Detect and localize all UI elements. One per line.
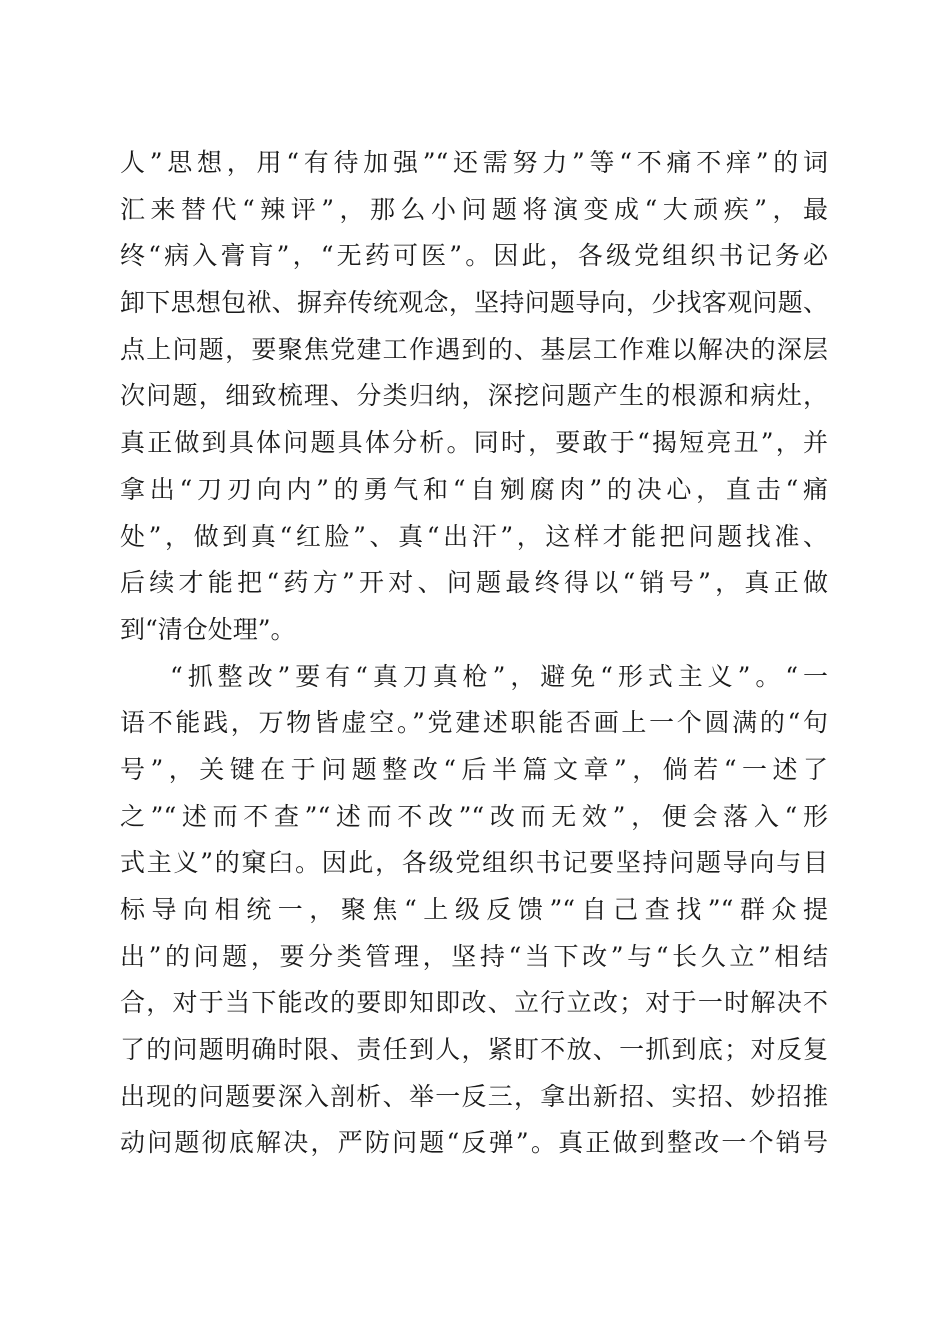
paragraph-line: 点上问题，要聚焦党建工作遇到的、基层工作难以解决的深层 [120, 334, 828, 364]
paragraph-line: 出”的问题，要分类管理，坚持“当下改”与“长久立”相结 [120, 941, 828, 971]
paragraph-line: 到“清仓处理”。 [120, 614, 296, 644]
paragraph-line: 出现的问题要深入剖析、举一反三，拿出新招、实招、妙招推 [120, 1081, 828, 1111]
paragraph-line: 合，对于当下能改的要即知即改、立行立改；对于一时解决不 [120, 988, 828, 1018]
paragraph-line: 式主义”的窠臼。因此，各级党组织书记要坚持问题导向与目 [120, 848, 828, 878]
paragraph-line: 语不能践，万物皆虚空。”党建述职能否画上一个圆满的“句 [120, 708, 828, 738]
paragraph-line: 真正做到具体问题具体分析。同时，要敢于“揭短亮丑”，并 [120, 428, 828, 458]
paragraph-line: 动问题彻底解决，严防问题“反弹”。真正做到整改一个销号 [120, 1128, 828, 1158]
paragraph-line: 次问题，细致梳理、分类归纳，深挖问题产生的根源和病灶， [120, 381, 828, 411]
paragraph-line: 拿出“刀刃向内”的勇气和“自剜腐肉”的决心，直击“痛 [120, 474, 828, 504]
paragraph-line: 人”思想，用“有待加强”“还需努力”等“不痛不痒”的词 [120, 148, 828, 177]
paragraph-line: 处”，做到真“红脸”、真“出汗”，这样才能把问题找准、 [120, 521, 828, 551]
body-text [120, 140, 828, 1167]
paragraph-line: 号”，关键在于问题整改“后半篇文章”，倘若“一述了 [120, 754, 828, 784]
paragraph-line: 后续才能把“药方”开对、问题最终得以“销号”，真正做 [120, 568, 828, 598]
paragraph-line: “抓整改”要有“真刀真枪”，避免“形式主义”。“一 [170, 661, 828, 691]
paragraph-line: 卸下思想包袱、摒弃传统观念，坚持问题导向，少找客观问题、 [120, 288, 828, 318]
paragraph-line: 标导向相统一，聚焦“上级反馈”“自己查找”“群众提 [120, 895, 828, 924]
paragraph-line: 之”“述而不查”“述而不改”“改而无效”，便会落入“形 [120, 801, 828, 831]
paragraph-line: 了的问题明确时限、责任到人，紧盯不放、一抓到底；对反复 [120, 1035, 828, 1065]
paragraph-line: 汇来替代“辣评”，那么小问题将演变成“大顽疾”，最 [120, 194, 828, 224]
paragraph-line: 终“病入膏肓”，“无药可医”。因此，各级党组织书记务必 [120, 241, 828, 271]
paragraph-1 [120, 140, 828, 654]
paragraph-2 [120, 654, 828, 1168]
